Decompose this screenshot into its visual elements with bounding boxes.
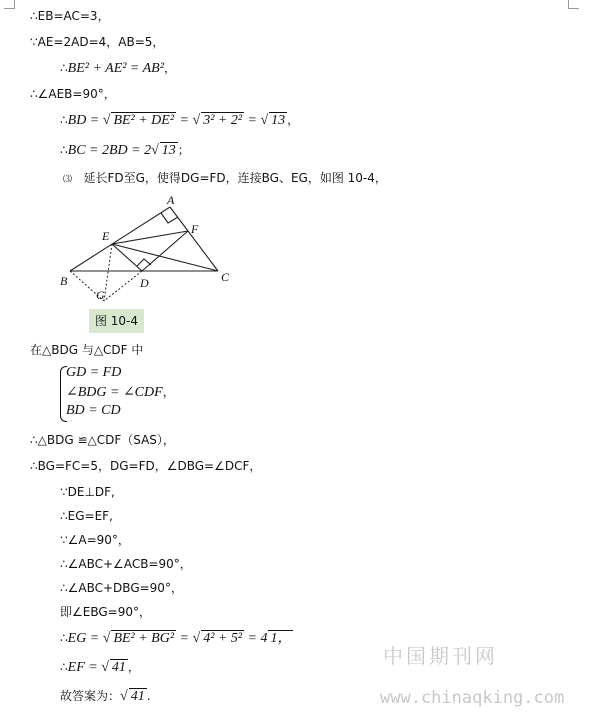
- label-c: C: [221, 270, 230, 284]
- line-answer: 故答案为：√ 41 .: [60, 689, 151, 704]
- line-bc: ∴BC = 2BD = 2√ 13 ；: [60, 143, 190, 158]
- figure-caption: 图 10-4: [89, 309, 144, 333]
- geometry-figure: [60, 195, 240, 307]
- page-corner-mark-left: [4, 0, 15, 9]
- line-eg: ∴EG = √ BE² + BG² = √ 4² + 5² = 4 1，: [60, 631, 292, 646]
- line-abc-acb: ∴∠ABC+∠ACB=90°，: [60, 557, 192, 571]
- line-eb-ac: ∴EB=AC=3，: [30, 9, 110, 23]
- segment-dg: [104, 271, 142, 301]
- segment-ac: [170, 207, 218, 271]
- line-de-perp: ∵DE⊥DF,: [60, 485, 115, 499]
- watermark-url: www.chinaqking.com: [380, 688, 565, 708]
- segment-fd: [142, 231, 188, 271]
- line-bg-fc: ∴BG=FC=5，DG=FD，∠DBG=∠DCF，: [30, 459, 262, 473]
- system-row-1: GD = FD: [66, 365, 122, 380]
- line-ebg: 即∠EBG=90°，: [60, 605, 151, 619]
- line-bd: ∴BD = √ BE² + DE² = √ 3² + 2² = √ 13 ，: [60, 113, 300, 128]
- segment-ba: [70, 207, 170, 271]
- label-d: D: [140, 276, 149, 290]
- line-abc-dbg: ∴∠ABC+DBG=90°，: [60, 581, 183, 595]
- segment-ef: [112, 231, 188, 244]
- segment-eg: [104, 244, 112, 301]
- label-g: G: [96, 288, 105, 302]
- label-f: F: [191, 222, 199, 236]
- line-congruent: ∴△BDG ≌△CDF（SAS），: [30, 433, 175, 447]
- line-triangles: 在△BDG 与△CDF 中: [30, 343, 144, 357]
- line-eg-ef: ∴EG=EF,: [60, 509, 113, 523]
- watermark-title: 中国期刊网: [383, 644, 498, 668]
- line-ae-ab: ∵AE=2AD=4，AB=5，: [30, 35, 165, 49]
- system-row-3: BD = CD: [66, 403, 121, 418]
- line-ef: ∴EF = √ 41 ，: [60, 660, 140, 675]
- line-angle-a: ∵∠A=90°，: [60, 533, 130, 547]
- page-corner-mark-right: [568, 0, 579, 9]
- segment-ec: [112, 244, 218, 271]
- line-part3: ⑶ 延长FD至G，使得DG=FD，连接BG、EG，如图 10-4，: [63, 171, 387, 185]
- label-a: A: [167, 195, 175, 207]
- system-row-2: ∠BDG = ∠CDF，: [66, 385, 175, 400]
- label-b: B: [60, 274, 68, 288]
- label-e: E: [102, 229, 110, 243]
- line-angle-aeb: ∴∠AEB=90°，: [30, 87, 116, 101]
- line-pythagoras: ∴BE² + AE² = AB²，: [60, 61, 176, 76]
